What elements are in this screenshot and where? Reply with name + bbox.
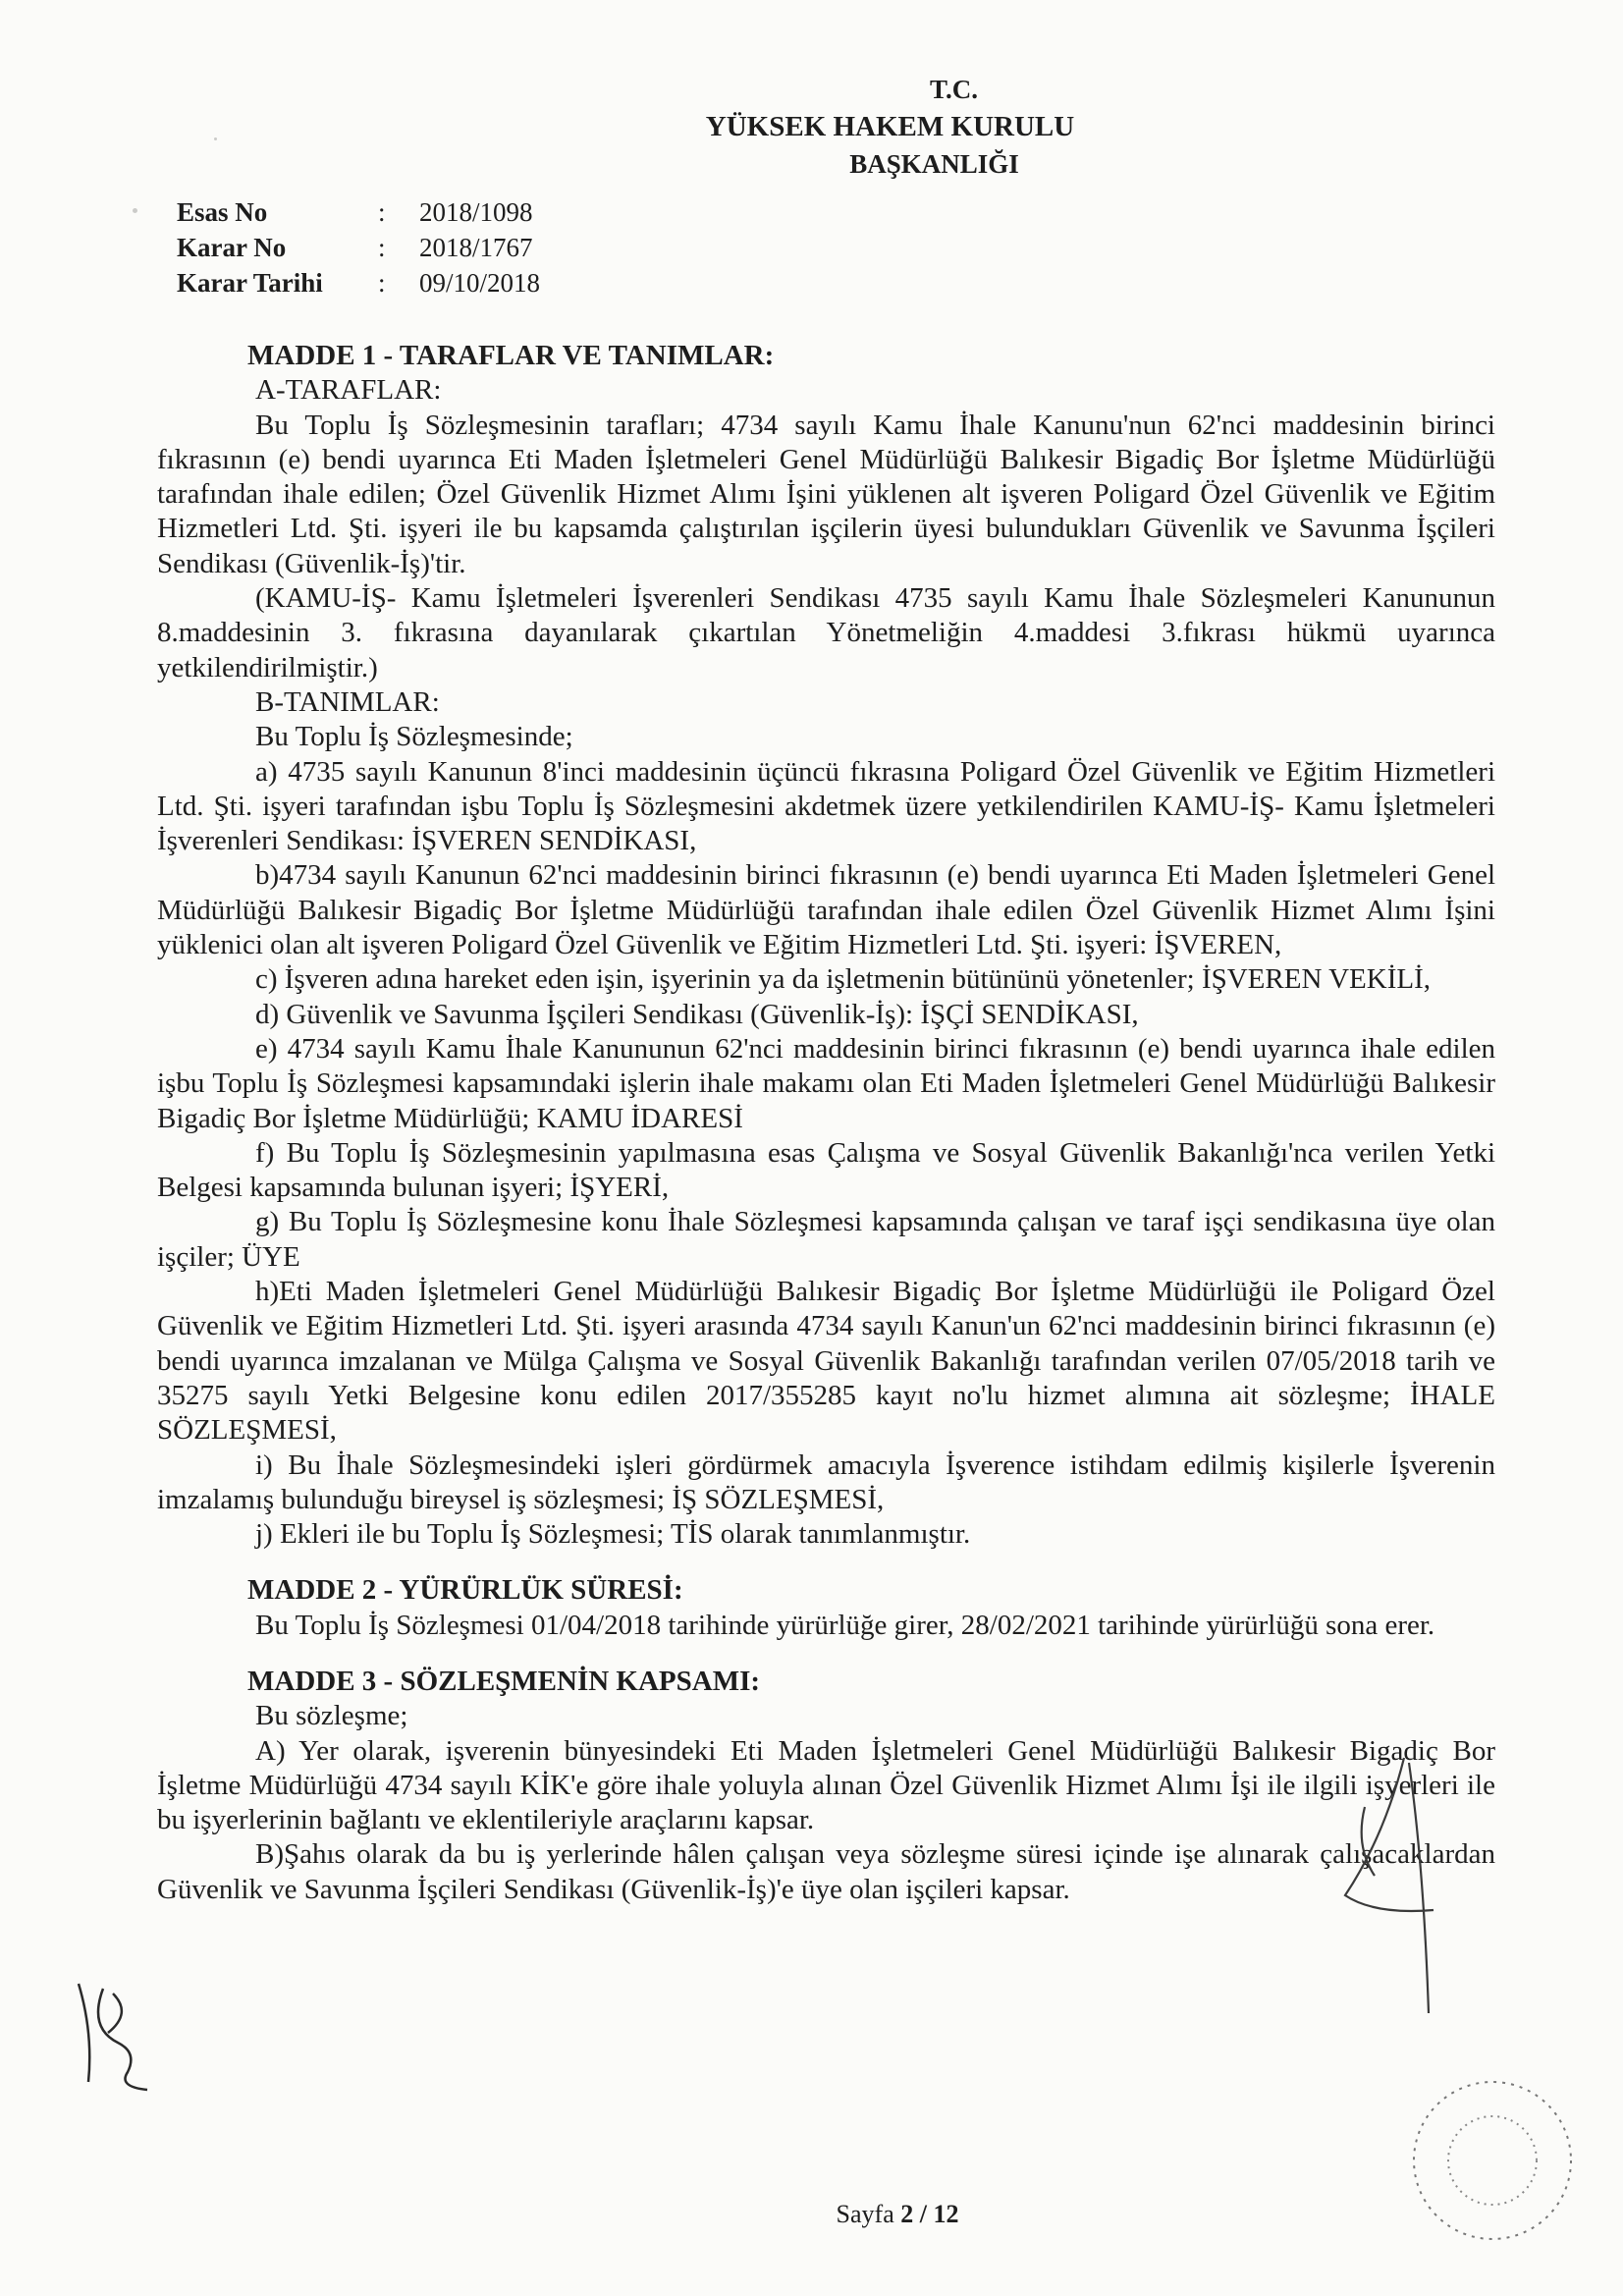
initials-signature-left [59,1974,167,2092]
madde3-item-b: B)Şahıs olarak da bu iş yerlerinde hâlen çalışan veya sözleşme süresi içinde işe alınarak çalışacaklardan Güvenlik ve Savunma İşçileri Sendikası (Güvenlik-İş)'e üye olan işçileri kapsar. [157,1838,1495,1905]
definition-item: h)Eti Maden İşletmeleri Genel Müdürlüğü Balıkesir Bigadiç Bor İşletme Müdürlüğü ile Poligard Özel Güvenlik ve Eğitim Hizmetleri Ltd. Şti. işyeri arasında 4734 sayılı Kanun'un 62'nci maddesinin birinci fıkrasının (e) bendi uyarınca imzalanan ve Mülga Çalışma ve Sosyal Güvenlik Bakanlığı tarafından verilen 07/05/2018 tarih ve 35275 sayılı Yetki Belgesine konu edilen 2017/355285 kayıt no'lu hizmet alımına ait sözleşme; İHALE SÖZLEŞMESİ, [157,1276,1495,1447]
definition-item: f) Bu Toplu İş Sözleşmesinin yapılmasına esas Çalışma ve Sosyal Güvenlik Bakanlığı'nca verilen Yetki Belgesi kapsamında bulunan işyeri; İŞYERİ, [157,1136,1495,1204]
madde1-a-head: A-TARAFLAR: [255,374,442,407]
madde1-a-paragraph2: (KAMU-İŞ- Kamu İşletmeleri İşverenleri Sendikası 4735 sayılı Kamu İhale Sözleşmeleri Kanununun 8.maddesinin 3. fıkrasına dayanılarak çıkartılan Yönetmeliğin 4.maddesi 3.fıkrası hükmü uyarınca yetkilendirilmiştir.) [157,582,1495,683]
header-tc: T.C. [929,75,978,104]
meta-sep: : [378,233,386,262]
madde1-b-head: B-TANIMLAR: [255,685,440,718]
document-body [157,339,1495,1907]
madde3-title: MADDE 3 - SÖZLEŞMENİN KAPSAMI: [247,1665,761,1697]
madde1-b-intro: Bu Toplu İş Sözleşmesinde; [255,721,573,753]
header-presidency: BAŞKANLIĞI [849,149,1019,179]
meta-value: 2018/1098 [419,197,533,227]
page-footer [0,2200,1623,2229]
meta-value: 2018/1767 [419,233,533,262]
meta-label: Karar No [177,233,287,262]
madde2-text: Bu Toplu İş Sözleşmesi 01/04/2018 tarihinde yürürlüğe girer, 28/02/2021 tarihinde yürürlüğü sona erer. [255,1609,1435,1641]
definition-item: d) Güvenlik ve Savunma İşçileri Sendikası (Güvenlik-İş): İŞÇİ SENDİKASI, [255,998,1139,1030]
madde3-intro: Bu sözleşme; [255,1700,408,1732]
meta-row-esas [177,194,540,230]
meta-row-tarih [177,265,540,301]
meta-label: Karar Tarihi [177,268,323,298]
meta-sep: : [378,268,386,298]
definition-item: g) Bu Toplu İş Sözleşmesine konu İhale Sözleşmesi kapsamında çalışan ve taraf işçi sendikasına üye olan işçiler; ÜYE [157,1206,1495,1273]
madde2-title: MADDE 2 - YÜRÜRLÜK SÜRESİ: [247,1574,683,1607]
meta-row-karar [177,230,540,265]
stamp-mark [1394,2052,1591,2269]
definition-item: c) İşveren adına hareket eden işin, işyerinin ya da işletmenin bütününü yönetenler; İŞVEREN VEKİLİ, [255,963,1431,996]
definition-item: b)4734 sayılı Kanunun 62'nci maddesinin birinci fıkrasının (e) bendi uyarınca Eti Maden İşletmeleri Genel Müdürlüğü Balıkesir Bigadiç Bor İşletme Müdürlüğü tarafından ihale edilen Özel Güvenlik Hizmet Alımı İşini yüklenici olan alt işveren Poligard Özel Güvenlik ve Eğitim Hizmetleri Ltd. Şti. işyeri: İŞVEREN, [157,859,1495,961]
madde1-title: MADDE 1 - TARAFLAR VE TANIMLAR: [247,340,775,371]
document-header [0,71,1623,183]
definition-item: j) Ekleri ile bu Toplu İş Sözleşmesi; TİS olarak tanımlanmıştır. [255,1518,971,1551]
page-sep: / [919,2200,927,2228]
page-label: Sayfa [836,2200,894,2228]
definition-item: i) Bu İhale Sözleşmesindeki işleri gördürmek amacıyla İşverence istihdam edilmiş kişilerle İşverenin imzalamış bulunduğu bireysel iş sözleşmesi; İŞ SÖZLEŞMESİ, [157,1449,1495,1515]
initials-signature-right [1316,1748,1483,2023]
meta-value: 09/10/2018 [419,268,541,298]
definition-item: e) 4734 sayılı Kamu İhale Kanununun 62'nci maddesinin birinci fıkrasının (e) bendi uyarınca ihale edilen işbu Toplu İş Sözleşmesi kapsamındaki işlerin ihale makamı olan Eti Maden İşletmeleri Genel Müdürlüğü Balıkesir Bigadiç Bor İşletme Müdürlüğü; KAMU İDARESİ [157,1032,1495,1134]
page-total: 12 [933,2200,959,2228]
madde3-item-a: A) Yer olarak, işverenin bünyesindeki Eti Maden İşletmeleri Genel Müdürlüğü Balıkesir Bigadiç Bor İşletme Müdürlüğü 4734 sayılı KİK'e göre ihale yoluyla alınan Özel Güvenlik Hizmet Alımı İşi ile ilgili işyerleri ile bu işyerlerinin bağlantı ve eklentileriyle araçlarını kapsar. [157,1734,1495,1836]
header-institution: YÜKSEK HAKEM KURULU [705,111,1075,142]
case-meta [177,194,540,301]
definition-item: a) 4735 sayılı Kanunun 8'inci maddesinin üçüncü fıkrasına Poligard Özel Güvenlik ve Eğitim Hizmetleri Ltd. Şti. işyeri tarafından işbu Toplu İş Sözleşmesini akdetmek üzere yetkilendirilen KAMU-İŞ- Kamu İşletmeleri İşverenleri Sendikası: İŞVEREN SENDİKASI, [157,755,1495,857]
page-current: 2 [900,2200,914,2228]
meta-label: Esas No [177,197,268,227]
meta-sep: : [378,197,386,227]
madde1-a-paragraph1: Bu Toplu İş Sözleşmesinin tarafları; 4734 sayılı Kamu İhale Kanunu'nun 62'nci maddesinin birinci fıkrasının (e) bendi uyarınca Eti Maden İşletmeleri Genel Müdürlüğü Balıkesir Bigadiç Bor İşletme Müdürlüğü tarafından ihale edilen; Özel Güvenlik Hizmet Alımı İşini yüklenen alt işveren Poligard Özel Güvenlik ve Eğitim Hizmetleri Ltd. Şti. işyeri ile bu kapsamda çalıştırılan işçilerin üyesi bulundukları Güvenlik ve Savunma İşçileri Sendikası (Güvenlik-İş)'tir. [157,409,1495,579]
